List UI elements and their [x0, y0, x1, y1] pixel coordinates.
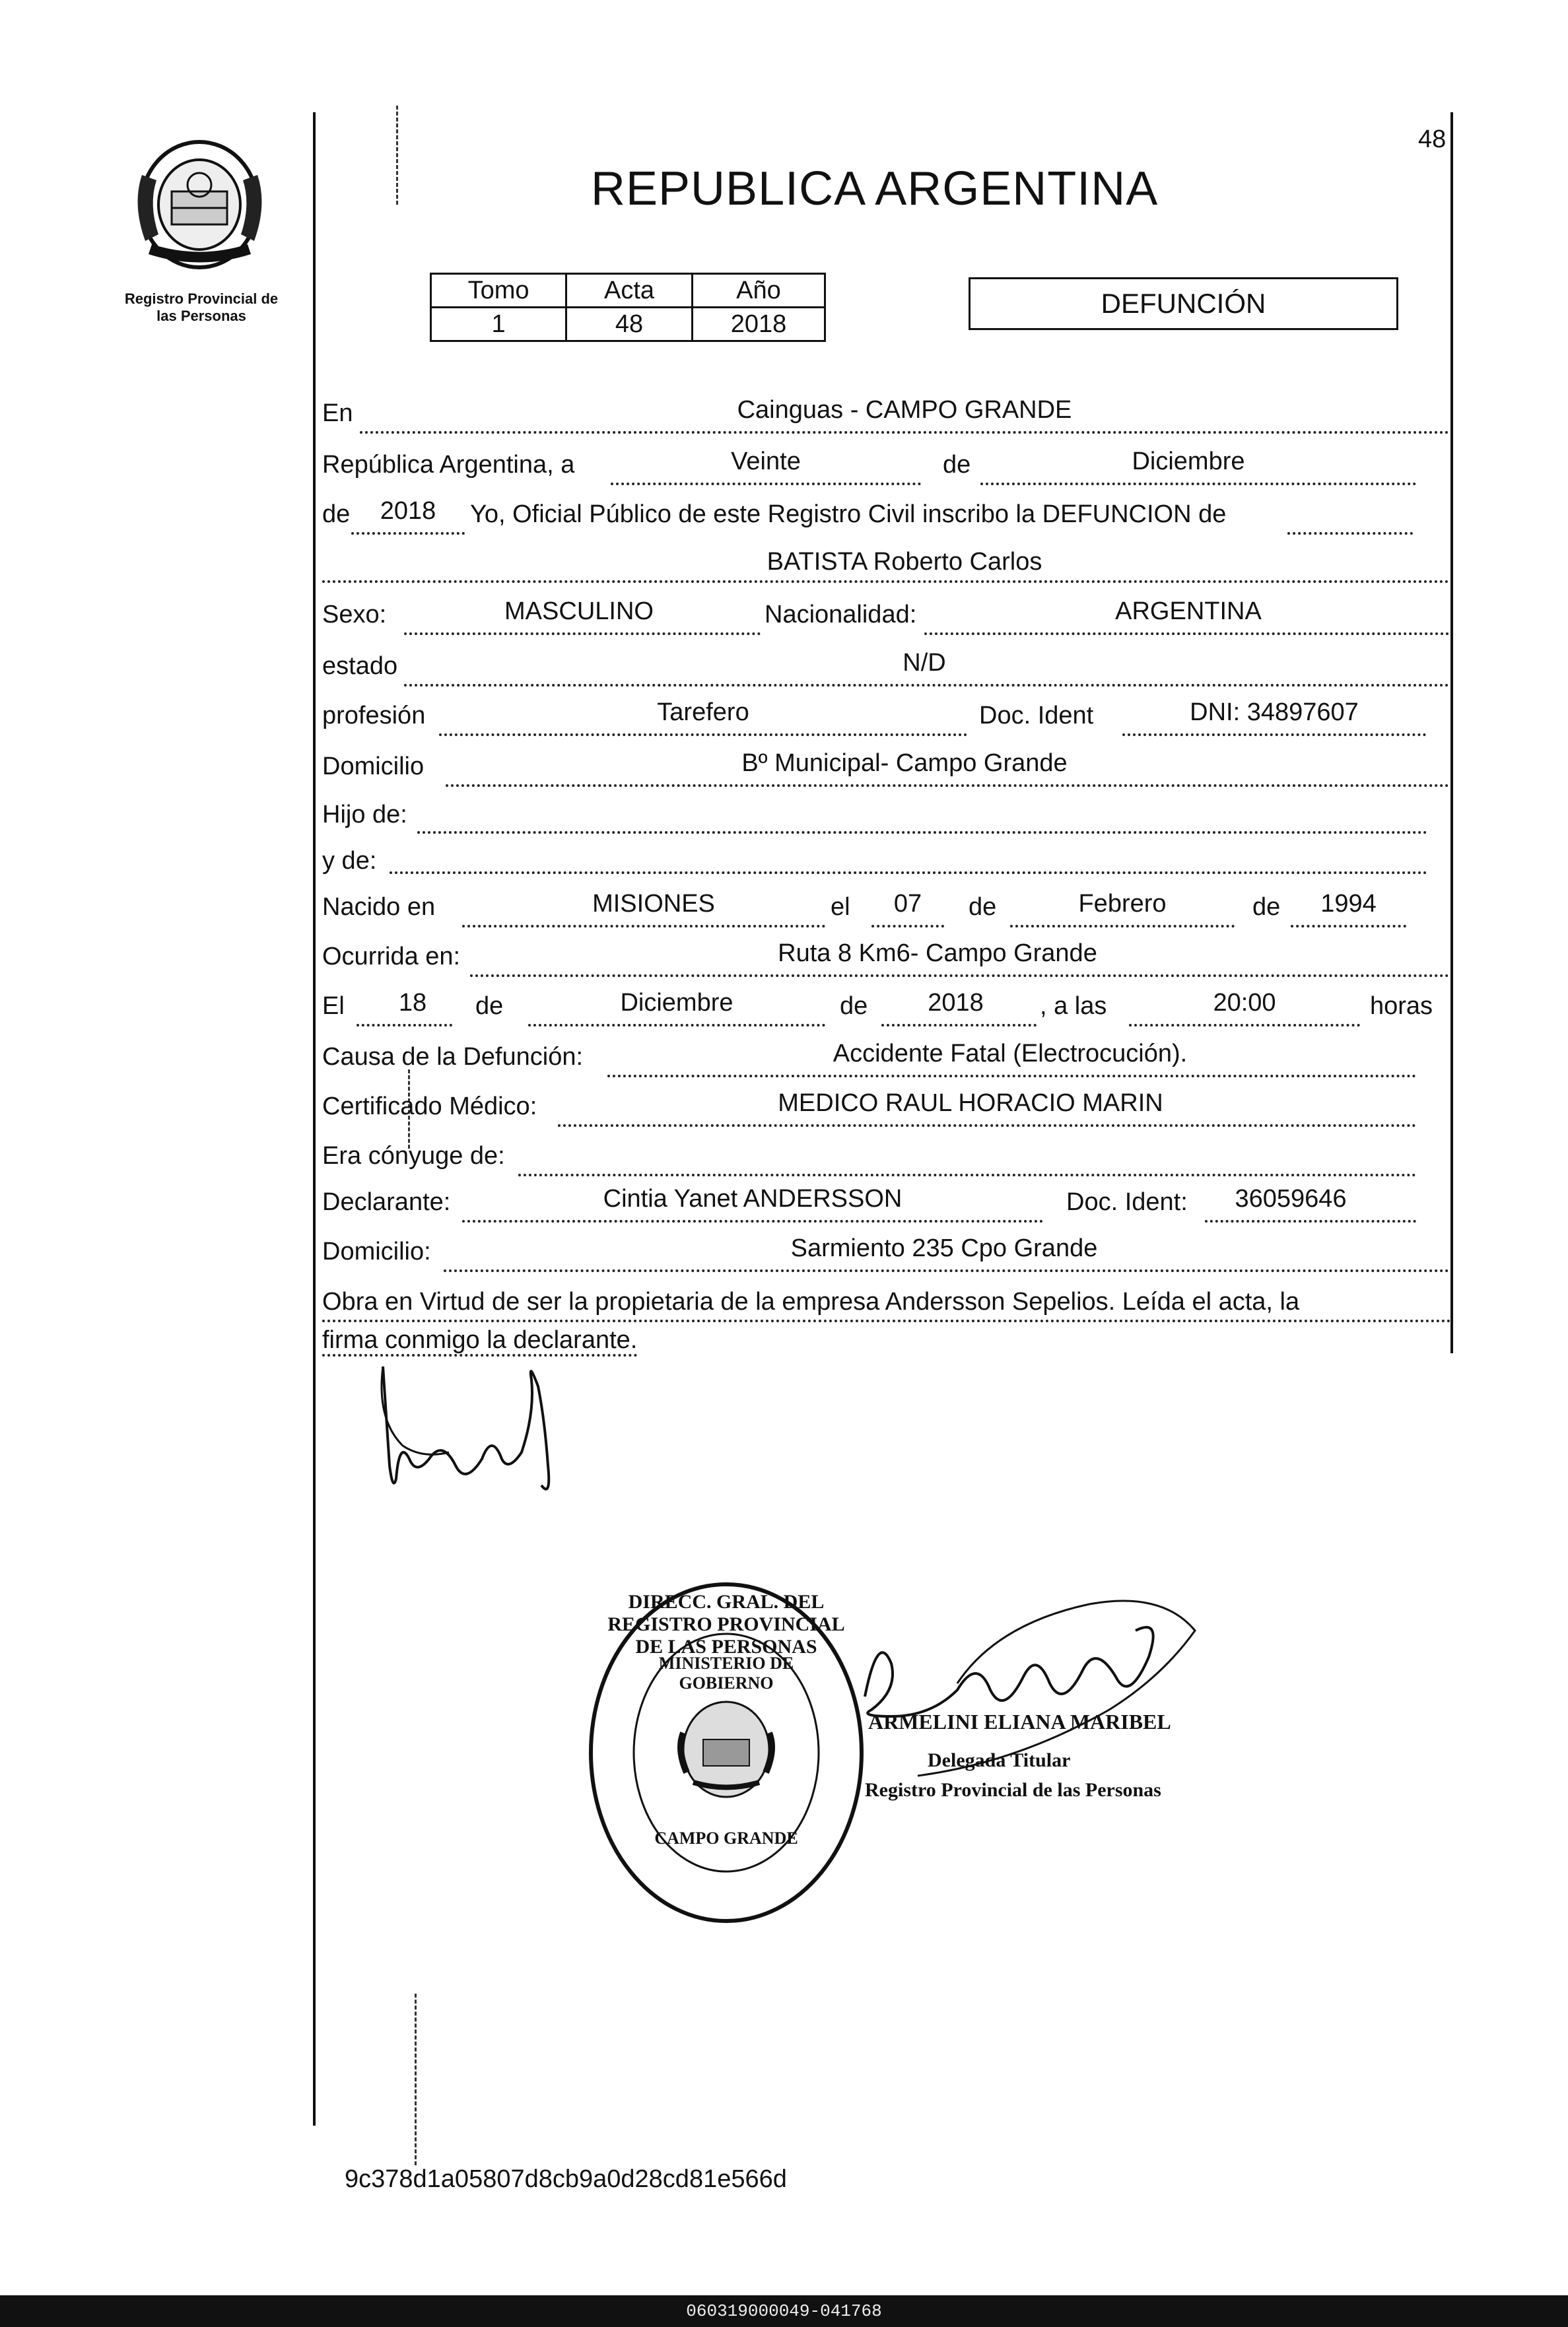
record-table-header — [431, 274, 825, 308]
doc-label: Doc. Ident — [979, 702, 1094, 729]
official-office: Registro Provincial de las Personas — [865, 1779, 1161, 1801]
en-value: Cainguas - CAMPO GRANDE — [737, 396, 1072, 424]
horas-label: horas — [1370, 992, 1433, 1020]
ocurrida-value: Ruta 8 Km6- Campo Grande — [778, 939, 1097, 967]
de-label-3: de — [969, 893, 997, 921]
year-line — [351, 532, 465, 535]
sexo-value: MASCULINO — [504, 597, 654, 625]
yo-statement: Yo, Oficial Público de este Registro Civil inscribo la DEFUNCION de — [470, 500, 1227, 528]
republica-label: República Argentina, a — [322, 451, 575, 479]
obra-line-2-text: firma conmigo la declarante. — [322, 1326, 637, 1357]
estado-line — [404, 684, 1449, 687]
decl-doc-value: 36059646 — [1235, 1185, 1347, 1213]
domicilio-value: Bº Municipal- Campo Grande — [741, 749, 1068, 777]
sexo-line — [404, 632, 761, 635]
nacido-line — [462, 925, 825, 927]
nacido-value: MISIONES — [592, 890, 715, 918]
causa-label: Causa de la Defunción: — [322, 1043, 584, 1071]
de-label-5: de — [475, 992, 504, 1020]
ocurrida-label: Ocurrida en: — [322, 943, 461, 970]
obra-paragraph — [322, 1284, 1451, 1358]
conyuge-line — [518, 1174, 1416, 1176]
en-line — [360, 431, 1449, 434]
decl-dom-value: Sarmiento 235 Cpo Grande — [790, 1234, 1098, 1262]
page-number: 48 — [1418, 125, 1447, 153]
doc-value: DNI: 34897607 — [1190, 698, 1359, 726]
alas-label: , a las — [1040, 992, 1107, 1020]
estado-label: estado — [322, 652, 398, 680]
hijo-label: Hijo de: — [322, 801, 407, 828]
declarante-value: Cintia Yanet ANDERSSON — [603, 1185, 903, 1213]
left-dashes-top — [396, 106, 398, 205]
deceased-name: BATISTA Roberto Carlos — [767, 548, 1042, 576]
stamp-outer-text: DIRECC. GRAL. DEL REGISTRO PROVINCIAL DE LAS PERSONAS — [607, 1591, 845, 1658]
causa-value: Accidente Fatal (Electrocución). — [833, 1040, 1188, 1067]
ocurrida-line — [470, 974, 1449, 977]
left-margin-line — [313, 112, 316, 2126]
nacido-label: Nacido en — [322, 893, 436, 921]
declarante-line — [462, 1220, 1043, 1223]
official-role: Delegada Titular — [928, 1749, 1071, 1771]
death-time: 20:00 — [1213, 989, 1276, 1017]
de-label-6: de — [840, 992, 868, 1020]
value-acta: 48 — [566, 308, 693, 341]
death-year-line — [881, 1024, 1037, 1027]
profesion-label: profesión — [322, 702, 426, 729]
causa-line — [607, 1075, 1416, 1077]
official-stamp — [581, 1574, 871, 1931]
death-year: 2018 — [928, 989, 984, 1017]
el-label-2: El — [322, 992, 345, 1020]
header-tomo: Tomo — [431, 274, 566, 308]
declarante-label: Declarante: — [322, 1188, 451, 1216]
birth-month-line — [1010, 925, 1235, 927]
yo-tail-line — [1287, 532, 1413, 535]
birth-month: Febrero — [1078, 890, 1167, 918]
official-name: ARMELINI ELIANA MARIBEL — [868, 1710, 1171, 1734]
footer-code: 060319000049-041768 — [686, 2301, 882, 2321]
de-label-1: de — [943, 451, 971, 479]
decl-dom-line — [444, 1269, 1449, 1272]
death-month-line — [528, 1024, 825, 1027]
yde-line — [390, 871, 1427, 874]
header-anio: Año — [692, 274, 825, 308]
hijo-line — [417, 831, 1427, 834]
estado-value: N/D — [903, 649, 946, 677]
domicilio-line — [446, 784, 1449, 787]
certificado-line — [558, 1124, 1416, 1127]
sexo-label: Sexo: — [322, 601, 387, 628]
obra-line-2 — [322, 1322, 1451, 1358]
obra-line-1: Obra en Virtud de ser la propietaria de la empresa Andersson Sepelios. Leída el acta, la — [322, 1284, 1451, 1322]
province-seal-text — [0, 0, 1, 1]
record-table — [430, 273, 826, 342]
birth-day-line — [871, 925, 944, 927]
death-day: 18 — [398, 989, 427, 1017]
left-dashes-bottom — [415, 1994, 417, 2165]
declarant-signature — [370, 1360, 594, 1508]
certificado-value: MEDICO RAUL HORACIO MARIN — [778, 1089, 1163, 1117]
decl-doc-label: Doc. Ident: — [1066, 1188, 1188, 1216]
profesion-line — [439, 733, 967, 736]
day-value: Veinte — [731, 448, 801, 475]
de-label-2: de — [322, 500, 351, 528]
month-line — [980, 483, 1416, 485]
header-acta: Acta — [566, 274, 693, 308]
decl-dom-label: Domicilio: — [322, 1238, 431, 1265]
death-day-line — [357, 1024, 452, 1027]
document-title: REPUBLICA ARGENTINA — [591, 162, 1159, 215]
nacionalidad-label: Nacionalidad: — [765, 601, 917, 628]
doc-line — [1122, 733, 1426, 736]
profesion-value: Tarefero — [657, 698, 749, 726]
death-month: Diciembre — [620, 989, 733, 1017]
birth-day: 07 — [893, 890, 922, 918]
nacionalidad-value: ARGENTINA — [1115, 597, 1262, 625]
domicilio-label: Domicilio — [322, 753, 425, 780]
birth-year: 1994 — [1320, 890, 1377, 918]
year-value: 2018 — [380, 497, 436, 525]
de-label-4: de — [1252, 893, 1281, 921]
certificado-label: Certificado Médico: — [322, 1093, 537, 1120]
stamp-inner-text: MINISTERIO DE GOBIERNO — [658, 1654, 794, 1693]
death-time-line — [1129, 1024, 1360, 1027]
stamp-bottom-text: CAMPO GRANDE — [654, 1829, 798, 1848]
month-value: Diciembre — [1132, 448, 1245, 475]
record-type-box: DEFUNCIÓN — [969, 277, 1398, 330]
footer-bar — [0, 2295, 1568, 2327]
right-margin-line — [1450, 112, 1453, 1353]
nacionalidad-line — [924, 632, 1449, 635]
record-table-values — [431, 308, 825, 341]
logo-caption-line1: Registro Provincial de — [124, 290, 279, 307]
yde-label: y de: — [322, 847, 377, 875]
province-seal-logo — [129, 129, 271, 277]
value-anio: 2018 — [692, 308, 825, 341]
value-tomo: 1 — [431, 308, 566, 341]
deceased-line — [322, 580, 1449, 583]
birth-year-line — [1291, 925, 1406, 927]
decl-doc-line — [1205, 1220, 1416, 1223]
el-label: el — [831, 893, 850, 921]
document-hash: 9c378d1a05807d8cb9a0d28cd81e566d — [345, 2165, 787, 2193]
logo-caption-line2: las Personas — [156, 308, 246, 324]
day-line — [611, 483, 921, 485]
en-label: En — [322, 399, 353, 427]
logo-caption — [106, 290, 297, 325]
conyuge-label: Era cónyuge de: — [322, 1142, 505, 1170]
